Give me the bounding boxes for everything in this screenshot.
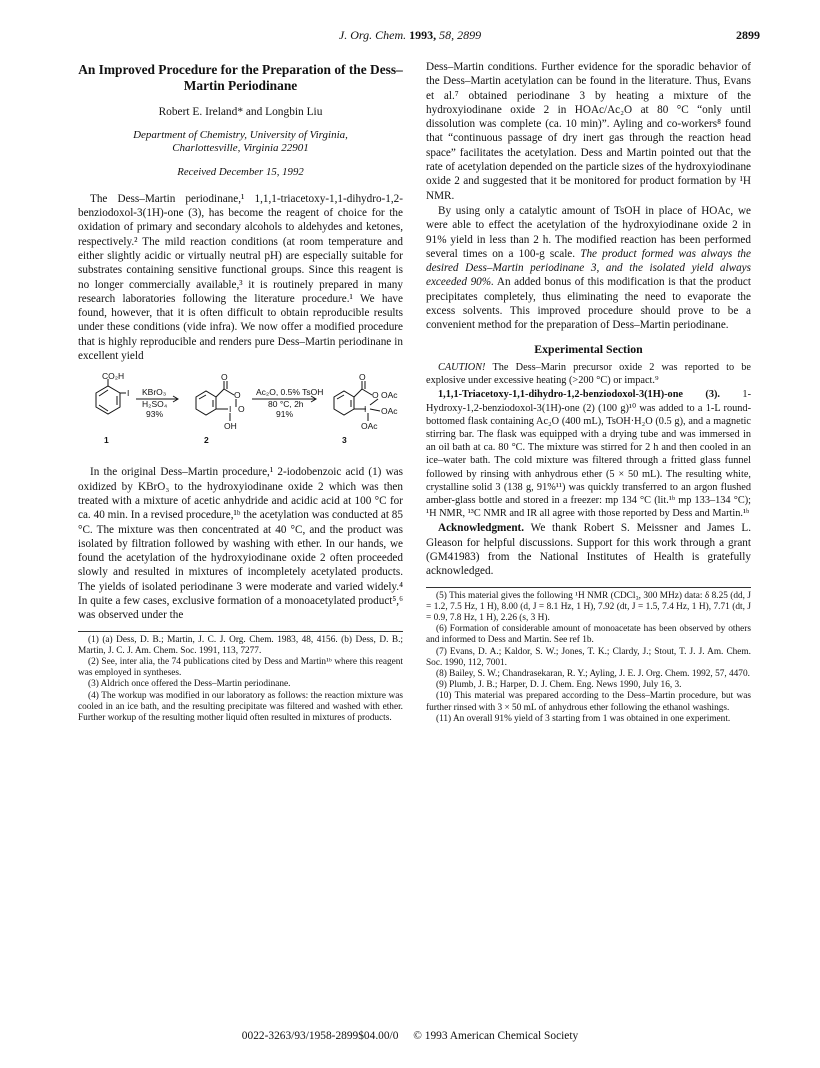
journal-volume: 58, — [439, 28, 455, 42]
caution-text: The Dess–Marin precursor oxide 2 was reported to be explosive under excessive heating (>200 °C) or impact.⁹ — [426, 361, 752, 387]
page-footer — [0, 1030, 820, 1042]
reaction-scheme — [78, 371, 403, 451]
iodine-label-3: I — [364, 404, 367, 415]
acknowledgment-lead: Acknowledgment. — [438, 522, 525, 535]
iodine-label-2: I — [229, 404, 232, 415]
footnote-3: (3) Aldrich once offered the Dess–Martin periodinane. — [88, 679, 291, 690]
yield-2: 91% — [276, 409, 294, 420]
ring-o-3: O — [372, 390, 379, 401]
footnote-7: (7) Evans, D. A.; Kaldor, S. W.; Jones, T. K.; Clardy, J.; Stout, T. J. J. Am. Chem. Soc. 1990, 112, 7001. — [426, 646, 751, 668]
oac-label-3: OAc — [361, 421, 378, 432]
experimental-section — [426, 361, 751, 520]
reagent-2-bottom: 80 °C, 2h — [268, 399, 304, 410]
carbonyl-o-3: O — [359, 372, 366, 383]
caution-paragraph — [426, 361, 751, 387]
oxide-o-2: O — [238, 404, 245, 415]
left-column — [78, 60, 403, 724]
procedure-paragraph: In the original Dess–Martin procedure,¹ 2-iodobenzoic acid (1) was oxidized by KBrO₃ to the hydroxyiodinane oxide 2 which was then treated with a mixture of acetic anhydride and acidic acid at 100 °C for ca. 40 min. In a revised procedure,¹ᵇ the acetylation was conducted at 85 °C. The mixture was then concentrated at 40 °C, and the product was isolated by filtration followed by washing with ether. In our hands, we found the acetylation of the hydroxyiodinane oxide 2 often proceeded slowly and resulted in mixtures of incompletely acetylated products. The yields of isolated periodinane 3 were moderate and varied widely.⁴ In quite a few cases, exclusive formation of a monoacetylated product⁵,⁶ was observed under the — [78, 466, 403, 622]
footnote-5: (5) This material gives the following ¹H NMR (CDCl₃, 300 MHz) data: δ 8.25 (dd, J = 1.2, 7.5 Hz, 1 H), 8.00 (d, J = 8.1 Hz, 1 H), 7.92 (dt, J = 1.5, 7.4 Hz, 1 H), 7.71 (dt, J = 0.9, 7.8 Hz, 1 H), 2.26 (s, 3 H). — [426, 590, 751, 623]
article-code: 0022-3263/93/1958-2899$04.00/0 — [241, 1030, 399, 1042]
right-footnotes — [426, 587, 751, 725]
results-text-start: By using only a catalytic amount of TsOH in place of HOAc, we were able to effect the acetylation of the hydroxyiodinane oxide 2 in 91% yield in less than 2 h. The modified reaction has been performed several times on a 100-g scale. — [426, 204, 751, 260]
procedure-text: 1-Hydroxy-1,2-benziodoxol-3(1H)-one (2) (100 g)¹⁰ was added to a 1-L round-bottomed flask containing Ac₂O (400 mL), TsOH·H₂O (0.5 g), and a magnetic stirring bar. The flask was equipped with a drying tube and was immersed in an oil bath at ca. 80 °C. The mixture was stirred for 2 h and then cooled in an ice–water bath. The cold mixture was filtered through a fritted glass funnel followed by rinsing with anhydrous ether (5 × 50 mL). The resulting white, crystalline solid 3 (138 g, 91%¹¹) was quickly transferred to an argon flushed amber-glass bottle and stored in a freezer: mp 134 °C (lit.¹ᵇ mp 133–134 °C); ¹H NMR, ¹³C NMR and IR all agree with those reported by Dess and Martin.¹ᵇ — [426, 389, 751, 520]
left-footnotes — [78, 631, 403, 725]
ring-o-2: O — [234, 390, 241, 401]
reaction-scheme-drawing — [78, 371, 403, 451]
footnote-1: (1) (a) Dess, D. B.; Martin, J. C. J. Org. Chem. 1983, 48, 4156. (b) Dess, D. B.; Martin, J. C. J. Am. Chem. Soc. 1991, 113, 7277. — [78, 634, 403, 656]
oac-label-2: OAc — [381, 406, 398, 417]
results-text-emphasis: The product formed was always the desired Dess–Martin periodinane 3, and the isolated yield always exceeded 90%. — [426, 247, 751, 289]
article-affiliation — [78, 129, 403, 155]
footnote-11: (11) An overall 91% yield of 3 starting from 1 was obtained in one experiment. — [436, 713, 731, 724]
received-date: Received December 15, 1992 — [177, 166, 304, 179]
page-number: 2899 — [736, 28, 760, 42]
right-column — [426, 60, 751, 725]
footnote-4: (4) The workup was modified in our laboratory as follows: the reaction mixture was cooled in an ice bath, and the resulting precipitate was filtered and washed with ether. Further workup of the resulting mother liquid often resulted in mixtures of products. — [78, 690, 403, 724]
footnote-9: (9) Plumb, J. B.; Harper, D. J. Chem. Eng. News 1990, July 16, 3. — [436, 680, 682, 691]
compound-paragraph — [426, 388, 751, 520]
oh-label: OH — [224, 421, 237, 432]
iodine-label-1: I — [127, 388, 130, 399]
oac-label-1: OAc — [381, 390, 398, 401]
evidence-paragraph: Dess–Martin conditions. Further evidence for the sporadic behavior of the Dess–Martin acetylation can be found in the literature. Thus, Evans et al.⁷ obtained periodinane 3 by heating a mixture of the hydroxyiodinane oxide 2 in HOAc/Ac₂O at 80 °C “only until dissolution was complete (ca. 10 min)”. Ayling and co-workers⁸ found that “continuous passage of dry inert gas through the reaction head space” facilitates the acetylation. Dess and Martin pointed out that the rate of acetylation depended on the particle sizes of the hydroxyiodinane oxide 2 and suggested that it be monitored for product formation by ¹H NMR. — [426, 61, 751, 202]
journal-pages: 2899 — [457, 28, 482, 42]
acknowledgment — [426, 521, 751, 578]
yield-1: 93% — [146, 409, 164, 420]
intro-paragraph: The Dess–Martin periodinane,¹ 1,1,1-triacetoxy-1,1-dihydro-1,2-benziodoxol-3(1H)-one (3), has become the reagent of choice for the oxidation of primary and secondary alcohols to aldehydes and ketones, respectively.² The mild reaction conditions (at room temperature and either slightly acidic or virtually neutral pH) are especially suitable for substrates containing sensitive functional groups. Since this reagent is no longer commercially available,³ it is routinely prepared in many research laboratories following the literature procedure.¹ We have found, however, that it is often difficult to obtain reproducible results under these conditions (vide infra). We now offer a modified procedure that is highly reproducible and renders pure Dess–Martin periodinane in excellent yield — [78, 192, 403, 363]
acknowledgment-text: We thank Robert S. Meissner and James L. Gleason for helpful discussions. Support for this work through a grant (GM41983) from the National Institutes of Health is gratefully acknowledged. — [426, 522, 751, 578]
article-title: An Improved Procedure for the Preparation of the Dess–Martin Periodinane — [78, 62, 403, 93]
caution-lead: CAUTION! — [438, 361, 486, 373]
co2h-label: CO₂H — [102, 371, 125, 382]
footnote-8: (8) Bailey, S. W.; Chandrasekaran, R. Y.; Ayling, J. E. J. Org. Chem. 1992, 57, 4470. — [436, 668, 750, 679]
journal-citation — [0, 28, 820, 43]
reagent-1-top: KBrO₃ — [142, 387, 167, 398]
footnote-10: (10) This material was prepared according to the Dess–Martin procedure, but was further rinsed with 3 × 50 mL of anhydrous ether following the ethanol washings. — [426, 691, 751, 713]
reagent-1-bottom: H₂SO₄ — [142, 399, 168, 410]
affiliation-line-2: Charlottesville, Virginia 22901 — [172, 142, 309, 155]
affiliation-line-1: Department of Chemistry, University of Virginia, — [133, 129, 348, 142]
results-text-end: An added bonus of this modification is that the product precipitates completely, thus eliminating the need to evaporate the excess solvents. This improved procedure should prove to be a convenient method for the preparation of Dess–Martin periodinane. — [426, 276, 751, 332]
compound-label-3: 3 — [342, 435, 347, 446]
compound-label-1: 1 — [104, 435, 109, 446]
results-paragraph — [426, 204, 751, 333]
footnote-2: (2) See, inter alia, the 74 publications cited by Dess and Martin¹ᵇ where this reagent was employed in syntheses. — [78, 657, 403, 679]
reagent-2-top: Ac₂O, 0.5% TsOH — [256, 387, 324, 398]
compound-label-2: 2 — [204, 435, 209, 446]
footnote-6: (6) Formation of considerable amount of monoacetate has been observed by others and informed to Dess and Martin. See ref 1b. — [426, 624, 751, 646]
article-authors: Robert E. Ireland* and Longbin Liu — [158, 106, 323, 119]
experimental-heading: Experimental Section — [534, 341, 643, 356]
carbonyl-o-2: O — [221, 372, 228, 383]
compound-title: 1,1,1-Triacetoxy-1,1-dihydro-1,2-benziodoxol-3(1H)-one (3). — [438, 389, 720, 401]
journal-name: J. Org. Chem. — [338, 28, 407, 42]
copyright-notice: © 1993 American Chemical Society — [413, 1030, 579, 1042]
journal-year: 1993, — [409, 28, 437, 42]
